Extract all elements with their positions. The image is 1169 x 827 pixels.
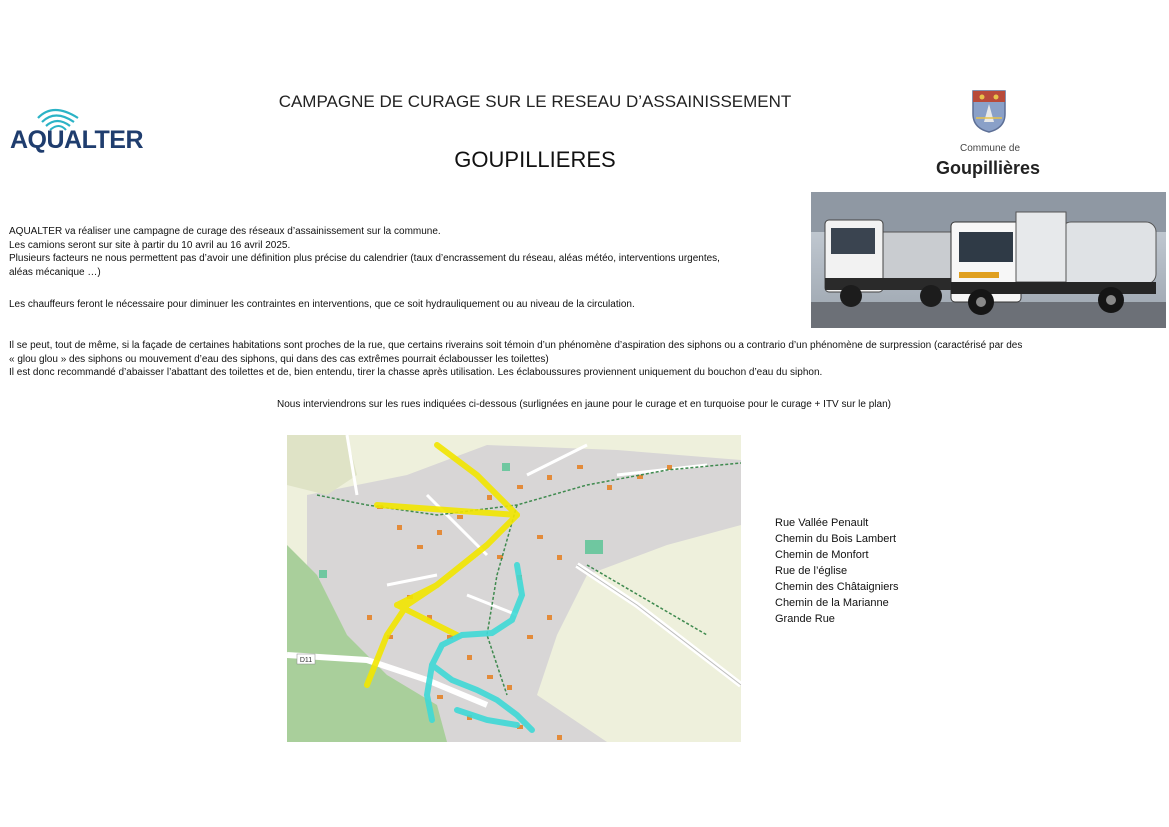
intro-text [9, 225, 804, 279]
street-item: Chemin de la Marianne [775, 597, 889, 609]
commune-name: Goupillières [935, 158, 1041, 178]
notice-text [9, 339, 1159, 380]
intervention-map [287, 435, 741, 742]
streets-list [775, 515, 899, 627]
page-subtitle: GOUPILLIERES [454, 147, 616, 172]
drivers-text: Les chauffeurs feront le nécessaire pour diminuer les contraintes en interventions, que ce soit hydrauliquement ou au niveau de la circulation. [9, 299, 635, 310]
street-item: Chemin des Châtaigniers [775, 581, 899, 593]
commune-crest-icon [970, 88, 1008, 134]
notice-line: Il est donc recommandé d’abaisser l’abattant des toilettes et de, bien entendu, tirer la chasse après utilisation. Les éclaboussures proviennent uniquement du bouchon d’eau du siphon. [9, 367, 823, 378]
commune-label: Commune de [959, 143, 1021, 154]
intro-line: AQUALTER va réaliser une campagne de curage des réseaux d’assainissement sur la commune. [9, 226, 441, 237]
notice-line: « glou glou » des siphons ou mouvement d’eau des siphons, qui dans des cas extrêmes pourrait éclabousser les toilettes) [9, 353, 549, 365]
intro-line: Les camions seront sur site à partir du 10 avril au 16 avril 2025. [9, 239, 291, 251]
street-item: Rue de l’église [775, 565, 848, 577]
street-item: Chemin du Bois Lambert [775, 533, 897, 545]
brand-name: AQUALTER [10, 126, 144, 154]
streets-intro: Nous interviendrons sur les rues indiquées ci-dessous (surlignées en jaune pour le curage et en turquoise pour le curage + ITV sur le plan) [277, 399, 891, 410]
intro-line: Plusieurs facteurs ne nous permettent pas d’avoir une définition plus précise du calendrier (taux d’encrassement du réseau, aléas météo, interventions urgentes, [9, 253, 720, 264]
notice-line: Il se peut, tout de même, si la façade de certaines habitations sont proches de la rue, que certains riverains soit témoin d’un phénomène d’aspiration des siphons ou a contrario d’un phénomène de surpression (caractérisé par des [9, 340, 1023, 351]
street-item: Rue Vallée Penault [775, 517, 869, 529]
intro-line: aléas mécanique …) [9, 266, 101, 278]
street-item: Grande Rue [775, 613, 835, 625]
trucks-photo [811, 192, 1166, 328]
map-road-label: D11 [299, 657, 313, 664]
street-item: Chemin de Monfort [775, 549, 869, 561]
page-title: CAMPAGNE DE CURAGE SUR LE RESEAU D’ASSAINISSEMENT [278, 92, 792, 111]
